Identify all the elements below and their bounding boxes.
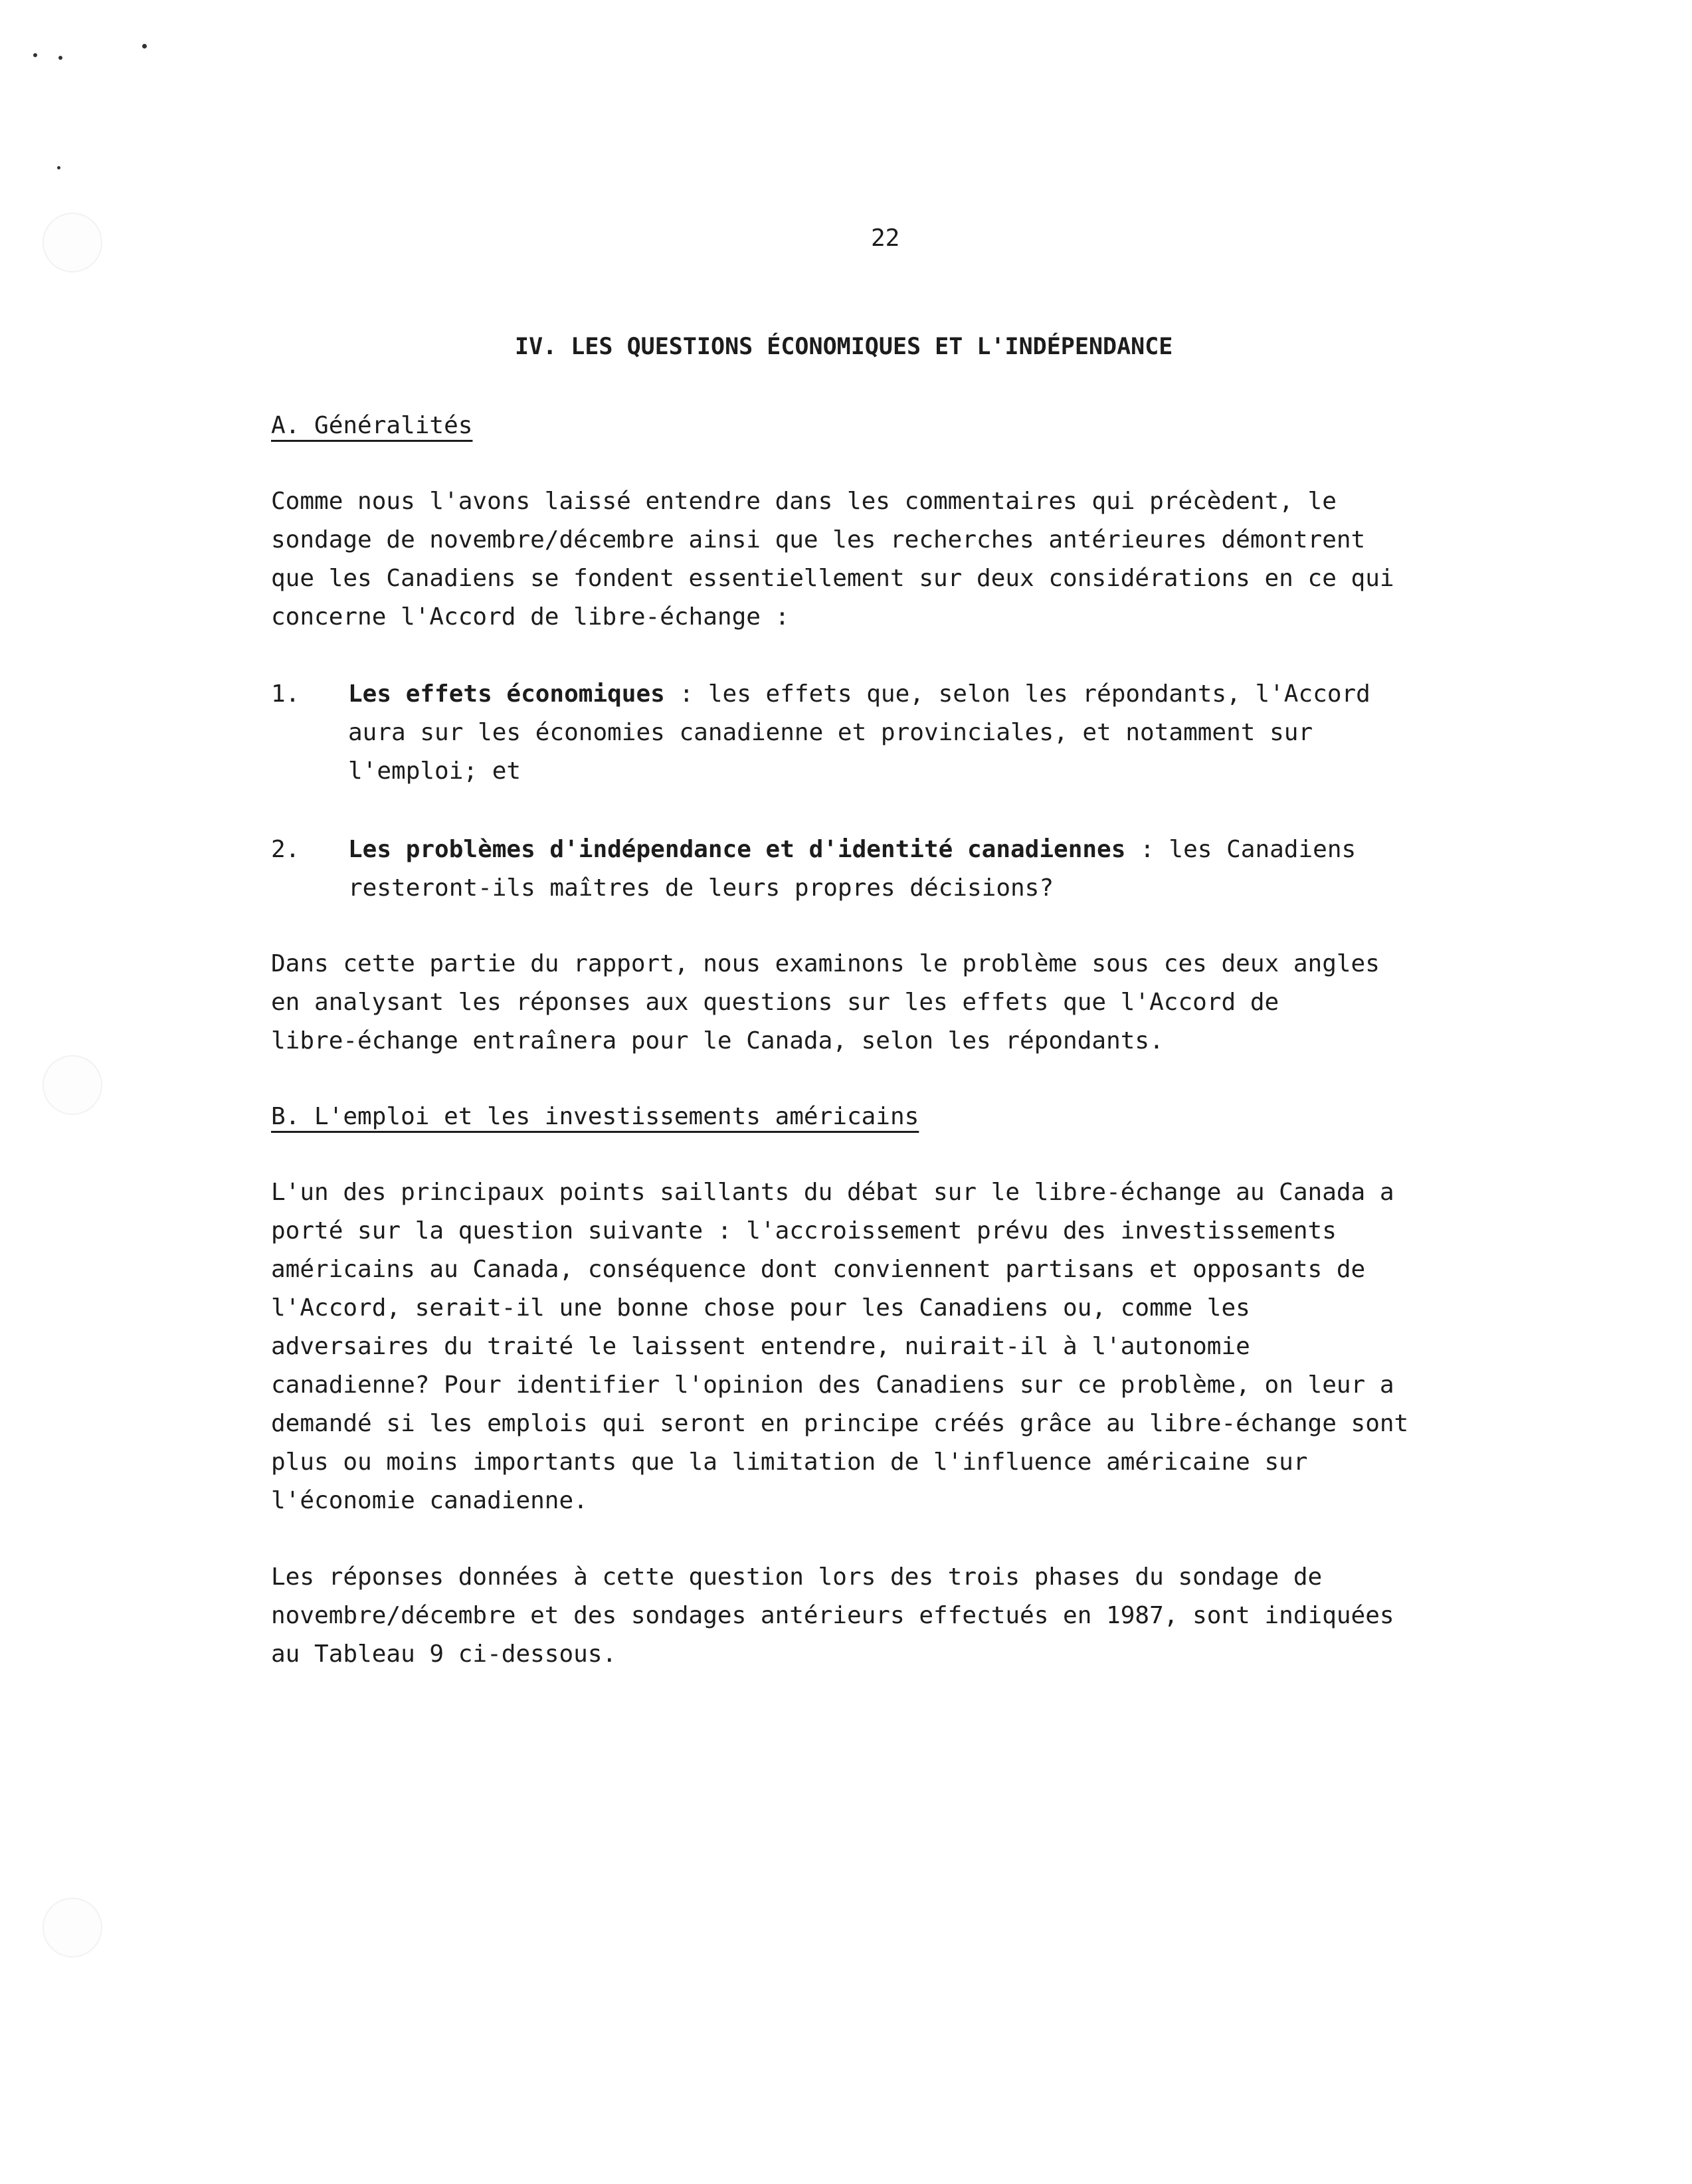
list-item-text: : les Canadiens (1125, 836, 1357, 863)
list-item-first-line (348, 675, 1370, 714)
scan-speck (57, 166, 60, 169)
paragraph-line: Comme nous l'avons laissé entendre dans les commentaires qui précèdent, le (271, 488, 1337, 515)
subsection-b-heading: B. L'emploi et les investissements américains (271, 1103, 919, 1130)
paragraph-line: adversaires du traité le laissent entendre, nuirait-il à l'autonomie (271, 1333, 1250, 1360)
paragraph-line: L'un des principaux points saillants du débat sur le libre-échange au Canada a (271, 1179, 1394, 1206)
closing-paragraph (271, 945, 1380, 1060)
page-number: 22 (871, 225, 900, 252)
paragraph-line: plus ou moins importants que la limitation de l'influence américaine sur (271, 1448, 1308, 1476)
paragraph-line: l'économie canadienne. (271, 1487, 588, 1514)
paragraph-line: demandé si les emplois qui seront en principe créés grâce au libre-échange sont (271, 1410, 1409, 1437)
paragraph-line: novembre/décembre et des sondages antérieurs effectués en 1987, sont indiquées (271, 1602, 1394, 1629)
list-item-term: Les problèmes d'indépendance et d'identité canadiennes (348, 836, 1126, 863)
intro-paragraph (271, 482, 1394, 637)
subsection-a-heading: A. Généralités (271, 412, 473, 439)
list-item-line: l'emploi; et (348, 757, 521, 785)
subsection-b-paragraph-2 (271, 1558, 1394, 1674)
list-item-first-line (348, 831, 1356, 869)
paragraph-line: sondage de novembre/décembre ainsi que les recherches antérieures démontrent (271, 526, 1366, 553)
scan-speck (58, 56, 62, 60)
list-item-text: : les effets que, selon les répondants, l'Accord (664, 680, 1370, 708)
paragraph-line: concerne l'Accord de libre-échange : (271, 603, 790, 631)
list-item-number: 2. (271, 836, 300, 863)
scan-speck (142, 44, 147, 49)
list-item-number: 1. (271, 680, 300, 708)
list-item-term: Les effets économiques (348, 680, 665, 708)
punch-hole-top (43, 213, 102, 272)
paragraph-line: l'Accord, serait-il une bonne chose pour les Canadiens ou, comme les (271, 1294, 1250, 1322)
paragraph-line: Dans cette partie du rapport, nous examinons le problème sous ces deux angles (271, 950, 1380, 977)
paragraph-line: porté sur la question suivante : l'accroissement prévu des investissements (271, 1217, 1337, 1244)
paragraph-line: Les réponses données à cette question lors des trois phases du sondage de (271, 1563, 1323, 1591)
paragraph-line: libre-échange entraînera pour le Canada, selon les répondants. (271, 1027, 1164, 1054)
list-item (348, 675, 1370, 791)
scan-speck (33, 53, 37, 57)
punch-hole-bottom (43, 1898, 102, 1957)
list-item-line: resteront-ils maîtres de leurs propres décisions? (348, 874, 1054, 902)
paragraph-line: au Tableau 9 ci-dessous. (271, 1640, 617, 1668)
subsection-b-paragraph-1 (271, 1173, 1408, 1520)
paragraph-line: en analysant les réponses aux questions sur les effets que l'Accord de (271, 989, 1279, 1016)
punch-hole-middle (43, 1055, 102, 1115)
paragraph-line: que les Canadiens se fondent essentiellement sur deux considérations en ce qui (271, 565, 1394, 592)
paragraph-line: canadienne? Pour identifier l'opinion des Canadiens sur ce problème, on leur a (271, 1371, 1394, 1399)
paragraph-line: américains au Canada, conséquence dont conviennent partisans et opposants de (271, 1256, 1366, 1283)
section-title: IV. LES QUESTIONS ÉCONOMIQUES ET L'INDÉPENDANCE (515, 334, 1173, 360)
list-item (348, 831, 1356, 908)
list-item-line: aura sur les économies canadienne et provinciales, et notamment sur (348, 719, 1313, 746)
